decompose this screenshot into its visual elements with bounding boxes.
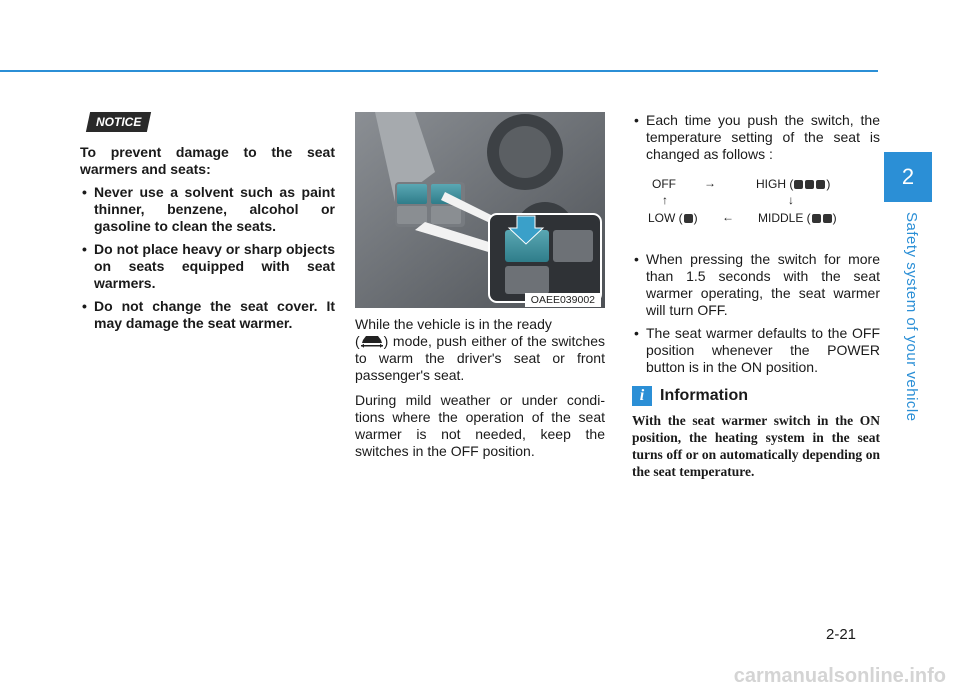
- header-rule: [0, 70, 878, 72]
- chapter-side-title: Safety system of your vehicle: [903, 212, 920, 422]
- seat-warmer-switch-photo: [355, 112, 605, 308]
- main-column: [355, 112, 605, 460]
- arrow-up: ↑: [662, 193, 668, 207]
- paragraph-rest: ) mode, push either of the switches to warm the driver's seat or front passenger's seat.: [355, 333, 605, 383]
- page-number: 2-21: [826, 626, 857, 643]
- info-icon: i: [632, 386, 652, 406]
- notice-badge: NOTICE: [86, 112, 152, 132]
- ready-mode-paragraph: [355, 316, 605, 384]
- state-low: LOW ( ): [648, 211, 698, 225]
- console-illustration: [355, 112, 605, 308]
- information-heading: [632, 386, 880, 406]
- notice-item: • Do not place heavy or sharp objects on seats equipped with seat warmers.: [80, 241, 335, 292]
- chapter-tab: 2: [884, 152, 932, 202]
- ready-car-icon: [360, 334, 384, 348]
- heat-level-icon: [805, 180, 814, 189]
- temperature-cycle-diagram: [632, 171, 880, 245]
- paragraph-lead: While the vehicle is in the ready: [355, 316, 552, 332]
- arrow-down: ↓: [788, 193, 794, 207]
- arrow-right: →: [704, 176, 716, 190]
- right-list-2: [632, 251, 880, 376]
- notice-list: [80, 184, 335, 332]
- mild-weather-paragraph: During mild weather or under condi-tions where the operation of the seat warmer is not needed, keep the switches in the OFF position.: [355, 392, 605, 459]
- heat-level-icon: [794, 180, 803, 189]
- state-off: OFF: [652, 177, 676, 191]
- default-off-item: • The seat warmer defaults to the OFF position whenever the POWER button is in the ON position.: [632, 325, 880, 376]
- heat-level-icon: [684, 214, 693, 223]
- information-title: Information: [660, 387, 748, 404]
- setting-change-item: • Each time you push the switch, the temperature setting of the seat is changed as follows :: [632, 112, 880, 163]
- notice-item: • Do not change the seat cover. It may damage the seat warmer.: [80, 298, 335, 332]
- state-middle: MIDDLE ( ): [758, 211, 837, 225]
- heat-level-icon: [823, 214, 832, 223]
- state-high: HIGH ( ): [756, 177, 831, 191]
- heat-level-icon: [816, 180, 825, 189]
- right-list-1: [632, 112, 880, 163]
- notice-item: • Never use a solvent such as paint thinner, benzene, alcohol or gasoline to clean the seats.: [80, 184, 335, 235]
- figure-code: OAEE039002: [525, 293, 601, 307]
- arrow-left: ←: [722, 210, 734, 224]
- watermark: carmanualsonline.info: [733, 665, 946, 687]
- notice-intro: To prevent damage to the seat warmers and seats:: [80, 144, 335, 177]
- heat-level-icon: [812, 214, 821, 223]
- hold-switch-item: • When pressing the switch for more than 1.5 seconds with the seat warmer operating, the seat warmer will turn OFF.: [632, 251, 880, 319]
- notice-column: [80, 112, 335, 338]
- right-column: [632, 112, 880, 480]
- information-text: With the seat warmer switch in the ON position, the heating system in the seat turns off or on automatically depending on the seat temperature.: [632, 413, 880, 479]
- paren-open: (: [355, 333, 360, 349]
